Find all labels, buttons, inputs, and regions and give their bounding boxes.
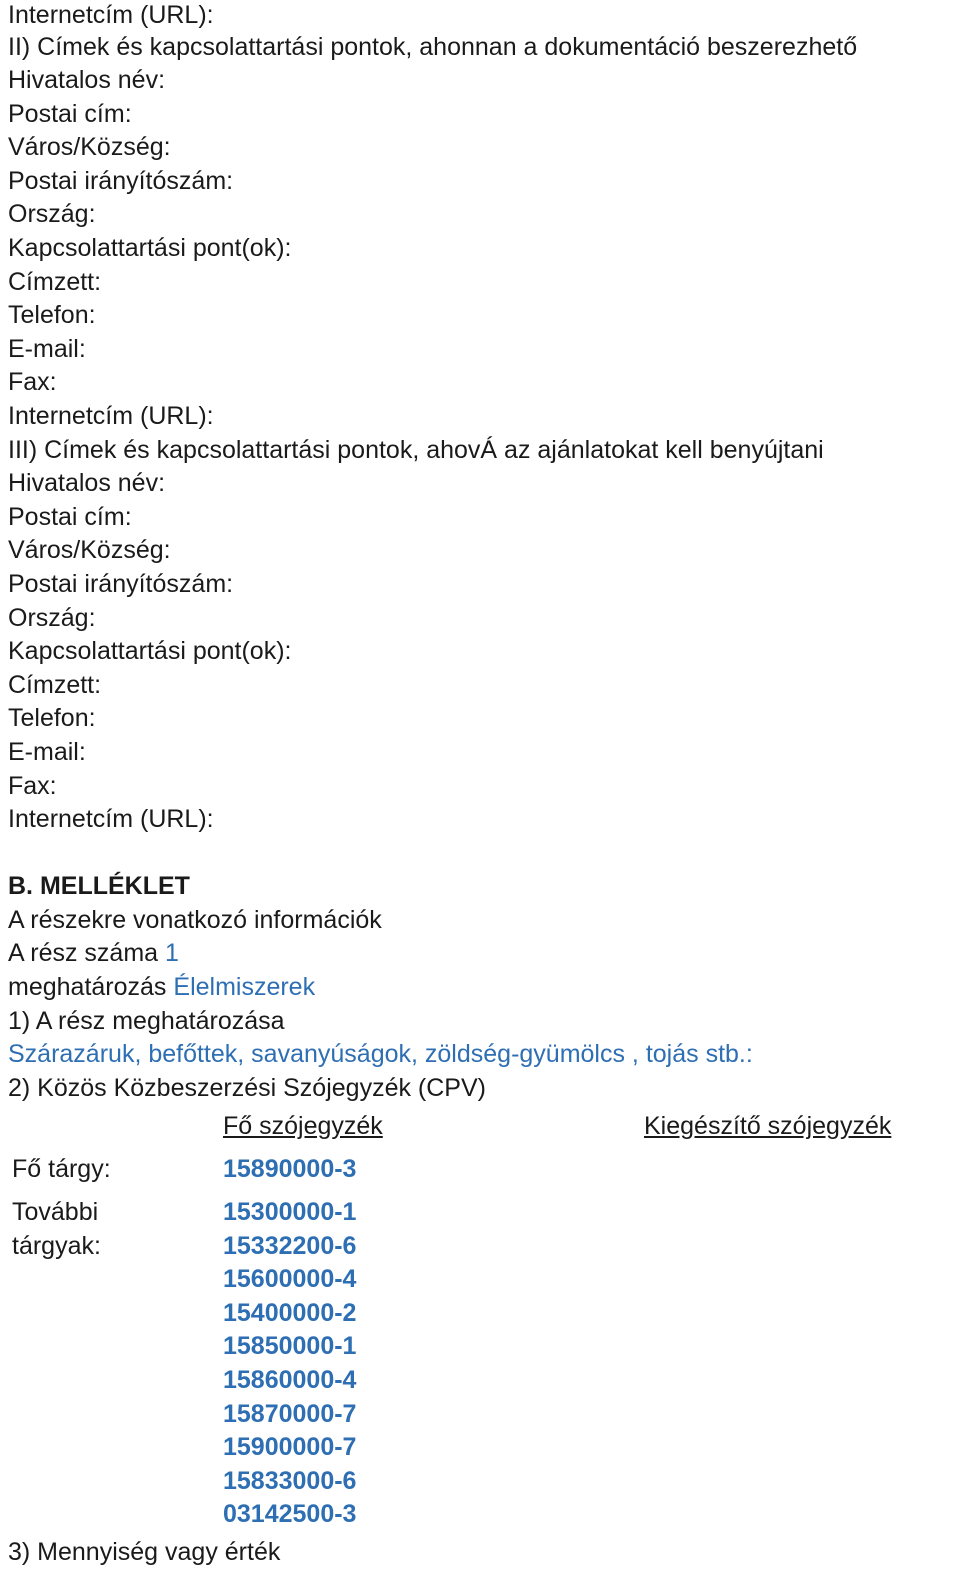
field-label: Fax: — [8, 772, 57, 800]
field-label: Hivatalos név: — [8, 66, 166, 94]
field-label: Postai irányítószám: — [8, 167, 234, 195]
cpv-other-code: 15900000-7 — [223, 1433, 357, 1461]
cpv-other-code: 15300000-1 — [223, 1198, 357, 1226]
field-label: E-mail: — [8, 335, 86, 363]
cpv-main-header: Fő szójegyzék — [223, 1112, 383, 1140]
cpv-other-label: tárgyak: — [12, 1232, 101, 1260]
quantity-label: 3) Mennyiség vagy érték — [8, 1538, 281, 1566]
field-label: Postai irányítószám: — [8, 570, 234, 598]
field-label: Címzett: — [8, 268, 102, 296]
cpv-other-code: 15870000-7 — [223, 1400, 357, 1428]
cpv-other-code: 15332200-6 — [223, 1232, 357, 1260]
definition-value: Élelmiszerek — [173, 973, 316, 1001]
cpv-other-label: További — [12, 1198, 99, 1226]
section-iii-title: III) Címek és kapcsolattartási pontok, ahovÁ az ajánlatokat kell benyújtani — [8, 436, 824, 464]
cpv-other-code: 15860000-4 — [223, 1366, 357, 1394]
part-description-label: 1) A rész meghatározása — [8, 1007, 285, 1035]
cpv-other-code: 15600000-4 — [223, 1265, 357, 1293]
cpv-supp-header: Kiegészítő szójegyzék — [644, 1112, 892, 1140]
field-label: E-mail: — [8, 738, 86, 766]
field-label: Postai cím: — [8, 100, 132, 128]
cpv-other-code: 15833000-6 — [223, 1467, 357, 1495]
field-label: Fax: — [8, 368, 57, 396]
cpv-main-code: 15890000-3 — [223, 1155, 357, 1183]
field-label: Kapcsolattartási pont(ok): — [8, 234, 292, 262]
part-number-row — [8, 938, 179, 968]
part-description-value: Szárazáruk, befőttek, savanyúságok, zöldség-gyümölcs , tojás stb.: — [8, 1040, 753, 1068]
cpv-other-code: 15850000-1 — [223, 1332, 357, 1360]
field-label: Város/Község: — [8, 536, 171, 564]
field-label: Internetcím (URL): — [8, 805, 214, 833]
url-field-label: Internetcím (URL): — [8, 1, 214, 29]
field-label: Kapcsolattartási pont(ok): — [8, 637, 292, 665]
part-number-value: 1 — [165, 939, 179, 967]
definition-label: meghatározás — [8, 973, 167, 1001]
cpv-other-code: 03142500-3 — [223, 1500, 357, 1528]
field-label: Ország: — [8, 200, 96, 228]
cpv-label: 2) Közös Közbeszerzési Szójegyzék (CPV) — [8, 1074, 486, 1102]
field-label: Hivatalos név: — [8, 469, 166, 497]
field-label: Címzett: — [8, 671, 102, 699]
definition-row — [8, 972, 315, 1002]
section-ii-title: II) Címek és kapcsolattartási pontok, ahonnan a dokumentáció beszerezhető — [8, 33, 858, 61]
field-label: Internetcím (URL): — [8, 402, 214, 430]
annex-heading: B. MELLÉKLET — [8, 872, 190, 900]
field-label: Postai cím: — [8, 503, 132, 531]
cpv-other-code: 15400000-2 — [223, 1299, 357, 1327]
field-label: Telefon: — [8, 704, 96, 732]
part-number-label: A rész száma — [8, 939, 159, 967]
field-label: Telefon: — [8, 301, 96, 329]
cpv-main-object-label: Fő tárgy: — [12, 1155, 111, 1183]
field-label: Város/Község: — [8, 133, 171, 161]
field-label: Ország: — [8, 604, 96, 632]
annex-subtitle: A részekre vonatkozó információk — [8, 906, 382, 934]
